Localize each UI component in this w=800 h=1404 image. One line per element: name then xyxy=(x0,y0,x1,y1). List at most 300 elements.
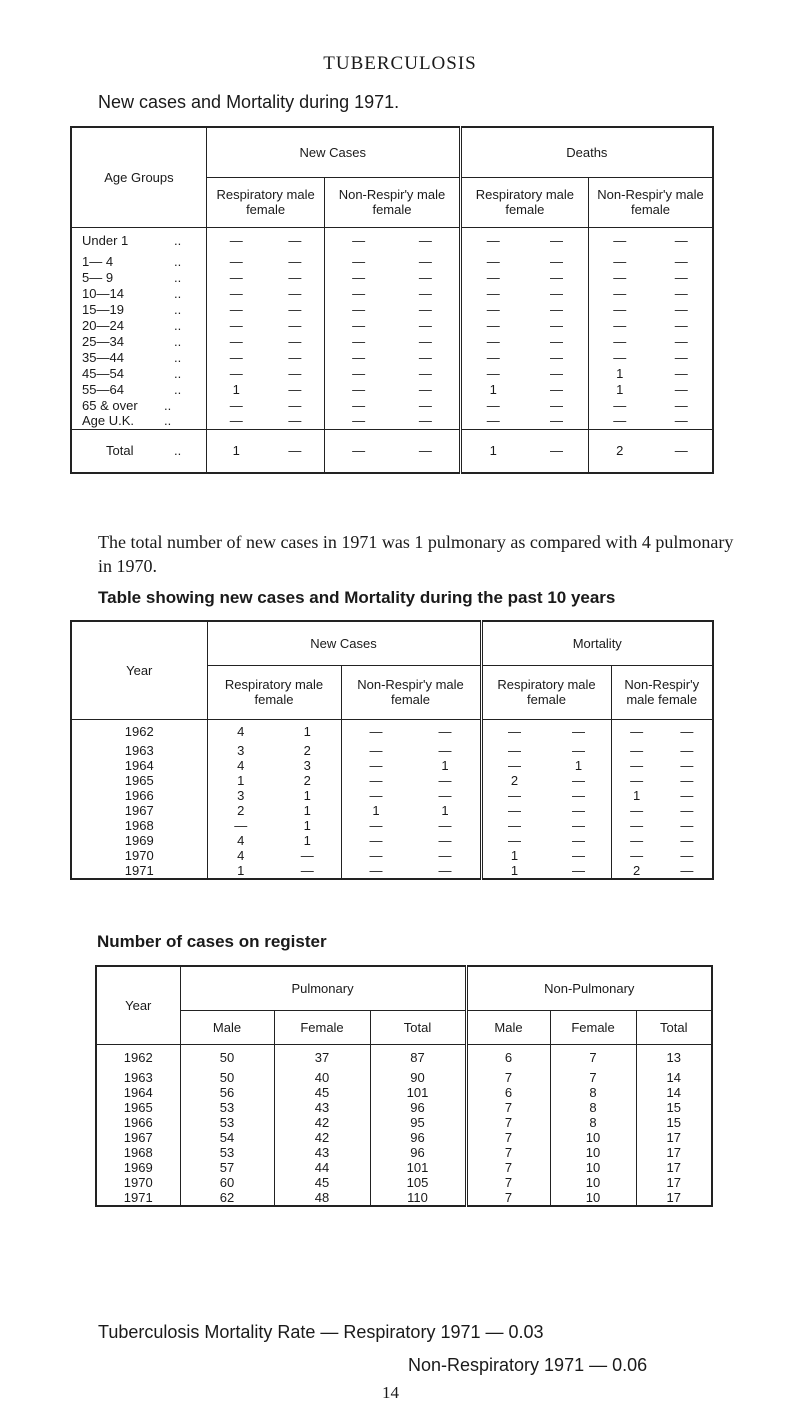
cell-value: — xyxy=(549,333,563,349)
cell-value: 1 xyxy=(441,803,449,818)
value-pair xyxy=(460,365,588,381)
cell-value: 1 xyxy=(510,863,519,878)
cell-value: — xyxy=(234,818,248,833)
year-cell: 1969 xyxy=(123,1160,153,1175)
cell-value: 1 xyxy=(237,773,245,788)
age-label: 25—34 xyxy=(82,333,124,349)
table-row xyxy=(71,833,713,848)
cell-value: — xyxy=(369,818,383,833)
value-pair xyxy=(460,253,588,269)
value-pair xyxy=(460,269,588,285)
cell-value: — xyxy=(508,758,521,773)
cell-value: — xyxy=(418,253,432,269)
cell-value: — xyxy=(680,848,694,863)
cell-value: — xyxy=(613,269,627,285)
value-pair xyxy=(589,227,713,253)
year-header: Year xyxy=(96,966,180,1044)
rate-label: Tuberculosis Mortality Rate — Respiratory 1971 — xyxy=(98,1322,504,1342)
value-pair xyxy=(207,803,341,818)
year-cell: 1964 xyxy=(123,1085,153,1100)
cell-value: — xyxy=(369,788,383,803)
cell-value: — xyxy=(508,803,521,818)
cell-value: 1 xyxy=(633,788,641,803)
cell-value: — xyxy=(549,232,563,248)
value-pair xyxy=(341,719,481,743)
deaths-header: Deaths xyxy=(460,127,713,177)
value-pair xyxy=(325,253,460,269)
value-pair xyxy=(460,227,588,253)
cell-value: 53 xyxy=(180,1115,274,1130)
dot-leader: .. xyxy=(164,413,172,429)
cell-value: — xyxy=(508,743,521,758)
ten-year-heading: Table showing new cases and Mortality during the past 10 years xyxy=(98,588,616,607)
cell-value: — xyxy=(680,723,694,739)
table-row xyxy=(71,863,713,879)
value-pair xyxy=(325,317,460,333)
value-pair xyxy=(325,365,460,381)
sub-header: Total xyxy=(370,1010,466,1044)
value-pair xyxy=(325,285,460,301)
table-row xyxy=(71,349,713,365)
value-pair xyxy=(206,317,324,333)
cell-value: — xyxy=(613,253,627,269)
sub-header: Non-Respir'y male female xyxy=(611,665,713,719)
cell-value: — xyxy=(352,349,366,365)
age-group-cell xyxy=(71,285,206,301)
year-cell: 1968 xyxy=(124,818,154,833)
cell-value: 2 xyxy=(303,743,311,758)
table-row xyxy=(71,269,713,285)
cell-value: — xyxy=(613,413,627,429)
cell-value: — xyxy=(630,848,644,863)
page-title: TUBERCULOSIS xyxy=(323,53,477,74)
cell-value: — xyxy=(288,253,302,269)
cell-value: — xyxy=(549,317,563,333)
value-pair xyxy=(325,301,460,317)
cell-value: 17 xyxy=(636,1130,712,1145)
cell-value: — xyxy=(418,443,432,459)
value-pair xyxy=(341,788,481,803)
sub-header: Male xyxy=(466,1010,550,1044)
cell-value: 3 xyxy=(237,788,245,803)
cell-value: — xyxy=(680,863,694,878)
value-pair xyxy=(460,301,588,317)
cell-value: — xyxy=(486,349,500,365)
dot-leader: .. xyxy=(174,317,182,333)
cell-value: — xyxy=(613,397,627,413)
age-label: 5— 9 xyxy=(82,269,114,285)
cell-value: — xyxy=(229,253,243,269)
year-cell: 1969 xyxy=(124,833,154,848)
value-pair xyxy=(460,429,588,473)
value-pair xyxy=(207,788,341,803)
cell-value: 14 xyxy=(636,1070,712,1085)
table-row xyxy=(71,227,713,253)
cell-value: 7 xyxy=(466,1115,550,1130)
cell-value: 105 xyxy=(370,1175,466,1190)
cell-value: 1 xyxy=(303,803,311,818)
cell-value: — xyxy=(229,301,243,317)
cell-value: — xyxy=(508,818,521,833)
cell-value: 10 xyxy=(550,1175,636,1190)
table-row xyxy=(71,285,713,301)
value-pair xyxy=(589,269,713,285)
table-row xyxy=(96,1044,712,1070)
cell-value: 7 xyxy=(550,1070,636,1085)
cell-value: — xyxy=(549,269,563,285)
year-cell: 1962 xyxy=(123,1049,153,1065)
cell-value: — xyxy=(352,397,366,413)
cell-value: — xyxy=(486,253,500,269)
cell-value: 10 xyxy=(550,1160,636,1175)
cell-value: — xyxy=(486,333,500,349)
cell-value: — xyxy=(572,743,585,758)
new-cases-header: New Cases xyxy=(207,621,481,665)
cell-value: 1 xyxy=(616,365,624,381)
cell-value: — xyxy=(288,443,302,459)
cell-value: — xyxy=(674,285,688,301)
cell-value: — xyxy=(630,803,644,818)
value-pair xyxy=(611,719,713,743)
value-pair xyxy=(207,818,341,833)
cell-value: — xyxy=(229,232,243,248)
cell-value: — xyxy=(680,803,694,818)
cell-value: — xyxy=(572,848,585,863)
cell-value: — xyxy=(674,443,688,459)
value-pair xyxy=(341,818,481,833)
age-group-cell xyxy=(71,397,206,413)
year-cell: 1970 xyxy=(124,848,154,863)
cell-value: — xyxy=(486,285,500,301)
age-label: 10—14 xyxy=(82,285,124,301)
table-row xyxy=(71,758,713,773)
cell-value: 48 xyxy=(274,1190,370,1206)
cell-value: 44 xyxy=(274,1160,370,1175)
cell-value: — xyxy=(486,269,500,285)
cell-value: 62 xyxy=(180,1190,274,1206)
value-pair xyxy=(341,803,481,818)
cell-value: 3 xyxy=(303,758,311,773)
cell-value: 1 xyxy=(441,758,449,773)
age-group-cell xyxy=(71,333,206,349)
cell-value: — xyxy=(288,397,302,413)
age-group-cell xyxy=(71,413,206,429)
value-pair xyxy=(325,397,460,413)
value-pair xyxy=(481,848,611,863)
value-pair xyxy=(589,301,713,317)
cell-value: 7 xyxy=(466,1190,550,1206)
sub-header: Female xyxy=(274,1010,370,1044)
dot-leader: .. xyxy=(174,232,182,248)
cell-value: — xyxy=(630,773,644,788)
value-pair xyxy=(611,818,713,833)
cell-value: 2 xyxy=(303,773,311,788)
age-group-cell xyxy=(71,301,206,317)
cell-value: 1 xyxy=(510,848,519,863)
age-label: 35—44 xyxy=(82,349,124,365)
dot-leader: .. xyxy=(174,381,182,397)
cell-value: — xyxy=(418,397,432,413)
cell-value: — xyxy=(288,269,302,285)
value-pair xyxy=(206,365,324,381)
cell-value: — xyxy=(674,232,688,248)
cell-value: 45 xyxy=(274,1175,370,1190)
cell-value: 1 xyxy=(574,758,583,773)
cell-value: 42 xyxy=(274,1115,370,1130)
cell-value: 7 xyxy=(466,1145,550,1160)
cell-value: 96 xyxy=(370,1100,466,1115)
mortality-header: Mortality xyxy=(481,621,713,665)
table-row xyxy=(71,719,713,743)
cell-value: — xyxy=(549,349,563,365)
cell-value: — xyxy=(288,285,302,301)
cell-value: — xyxy=(418,317,432,333)
cell-value: — xyxy=(300,863,314,878)
cell-value: — xyxy=(486,365,500,381)
total-row xyxy=(71,429,713,473)
cell-value: 1 xyxy=(237,863,245,878)
cell-value: 7 xyxy=(550,1044,636,1070)
value-pair xyxy=(325,333,460,349)
cell-value: 10 xyxy=(550,1145,636,1160)
cell-value: 17 xyxy=(636,1145,712,1160)
dot-leader: .. xyxy=(174,301,182,317)
cell-value: — xyxy=(352,285,366,301)
value-pair xyxy=(611,743,713,758)
value-pair xyxy=(481,719,611,743)
cell-value: — xyxy=(508,723,521,739)
cell-value: 8 xyxy=(550,1100,636,1115)
dot-leader: .. xyxy=(174,285,182,301)
value-pair xyxy=(207,833,341,848)
cell-value: — xyxy=(674,253,688,269)
cell-value: 56 xyxy=(180,1085,274,1100)
cell-value: — xyxy=(229,269,243,285)
table-row xyxy=(71,317,713,333)
cell-value: 43 xyxy=(274,1145,370,1160)
year-cell: 1963 xyxy=(124,743,154,758)
value-pair xyxy=(481,743,611,758)
cell-value: — xyxy=(369,863,383,878)
cell-value: 7 xyxy=(466,1070,550,1085)
value-pair xyxy=(341,743,481,758)
cell-value: — xyxy=(549,397,563,413)
value-pair xyxy=(481,833,611,848)
cell-value: — xyxy=(549,253,563,269)
cell-value: 37 xyxy=(274,1044,370,1070)
value-pair xyxy=(341,773,481,788)
table-row xyxy=(71,253,713,269)
cell-value: — xyxy=(674,397,688,413)
value-pair xyxy=(589,285,713,301)
cell-value: — xyxy=(674,381,688,397)
cell-value: — xyxy=(229,397,243,413)
value-pair xyxy=(589,381,713,397)
value-pair xyxy=(481,803,611,818)
cell-value: — xyxy=(486,317,500,333)
value-pair xyxy=(206,301,324,317)
sub-header: Non-Respir'y male female xyxy=(589,177,713,227)
cell-value: — xyxy=(352,301,366,317)
value-pair xyxy=(589,317,713,333)
age-group-cell xyxy=(71,349,206,365)
cell-value: 57 xyxy=(180,1160,274,1175)
cell-value: 1 xyxy=(303,818,311,833)
cell-value: — xyxy=(418,269,432,285)
year-cell: 1968 xyxy=(123,1145,153,1160)
cell-value: 8 xyxy=(550,1115,636,1130)
table-row xyxy=(71,803,713,818)
cell-value: — xyxy=(572,723,585,739)
age-group-cell xyxy=(71,253,206,269)
value-pair xyxy=(611,863,713,879)
register-heading: Number of cases on register xyxy=(97,932,327,951)
cell-value: — xyxy=(549,413,563,429)
cell-value: — xyxy=(229,285,243,301)
value-pair xyxy=(325,269,460,285)
year-cell: 1967 xyxy=(123,1130,153,1145)
cell-value: — xyxy=(288,317,302,333)
cell-value: 10 xyxy=(550,1130,636,1145)
year-header: Year xyxy=(71,621,207,719)
cell-value: 1 xyxy=(232,443,240,459)
cell-value: — xyxy=(369,833,383,848)
age-group-cell xyxy=(71,227,206,253)
value-pair xyxy=(481,788,611,803)
value-pair xyxy=(325,227,460,253)
value-pair xyxy=(460,349,588,365)
cell-value: 42 xyxy=(274,1130,370,1145)
cell-value: 7 xyxy=(466,1130,550,1145)
cell-value: — xyxy=(680,743,694,758)
rate-label: Non-Respiratory 1971 — xyxy=(408,1355,608,1375)
table-row xyxy=(71,773,713,788)
cell-value: 13 xyxy=(636,1044,712,1070)
cell-value: — xyxy=(486,232,500,248)
cell-value: — xyxy=(674,301,688,317)
non-pulmonary-header: Non-Pulmonary xyxy=(466,966,712,1010)
age-label: Under 1 xyxy=(82,232,129,248)
value-pair xyxy=(207,773,341,788)
dot-leader: .. xyxy=(174,443,182,459)
age-label: 45—54 xyxy=(82,365,124,381)
cell-value: — xyxy=(549,443,563,459)
cell-value: 6 xyxy=(466,1085,550,1100)
value-pair xyxy=(206,381,324,397)
value-pair xyxy=(460,285,588,301)
value-pair xyxy=(206,285,324,301)
value-pair xyxy=(460,381,588,397)
cell-value: — xyxy=(352,232,366,248)
cell-value: — xyxy=(418,413,432,429)
value-pair xyxy=(206,429,324,473)
value-pair xyxy=(611,788,713,803)
cell-value: — xyxy=(630,758,644,773)
year-cell: 1966 xyxy=(124,788,154,803)
value-pair xyxy=(589,429,713,473)
cell-value: — xyxy=(288,365,302,381)
cell-value: — xyxy=(572,803,585,818)
age-label: Age U.K. xyxy=(82,413,135,429)
value-pair xyxy=(341,863,481,879)
cell-value: 87 xyxy=(370,1044,466,1070)
value-pair xyxy=(589,349,713,365)
sub-header: Respiratory male female xyxy=(481,665,611,719)
cell-value: — xyxy=(418,333,432,349)
cell-value: 4 xyxy=(237,848,245,863)
cell-value: — xyxy=(288,413,302,429)
sub-header: Non-Respir'y male female xyxy=(341,665,481,719)
cell-value: — xyxy=(352,333,366,349)
cell-value: — xyxy=(549,381,563,397)
cell-value: — xyxy=(549,285,563,301)
value-pair xyxy=(341,833,481,848)
cell-value: 17 xyxy=(636,1160,712,1175)
cell-value: — xyxy=(613,301,627,317)
dot-leader: .. xyxy=(174,269,182,285)
cell-value: — xyxy=(369,758,383,773)
value-pair xyxy=(207,719,341,743)
value-pair xyxy=(460,413,588,429)
table-row xyxy=(96,1100,712,1115)
cell-value: 10 xyxy=(550,1190,636,1206)
dot-leader: .. xyxy=(164,397,172,413)
year-cell: 1971 xyxy=(123,1190,153,1205)
cell-value: 1 xyxy=(303,788,311,803)
value-pair xyxy=(207,863,341,879)
value-pair xyxy=(481,758,611,773)
cell-value: — xyxy=(572,833,585,848)
value-pair xyxy=(481,863,611,879)
cell-value: — xyxy=(418,301,432,317)
table-row xyxy=(71,788,713,803)
cell-value: — xyxy=(486,301,500,317)
cell-value: — xyxy=(630,818,644,833)
cell-value: 90 xyxy=(370,1070,466,1085)
dot-leader: .. xyxy=(174,253,182,269)
cell-value: — xyxy=(486,413,500,429)
table-row xyxy=(96,1085,712,1100)
cell-value: 8 xyxy=(550,1085,636,1100)
cell-value: — xyxy=(674,333,688,349)
value-pair xyxy=(611,848,713,863)
summary-paragraph: The total number of new cases in 1971 was 1 pulmonary as compared with 4 pulmonary in 1970. xyxy=(98,532,734,576)
cell-value: — xyxy=(572,773,585,788)
ten-year-table xyxy=(70,620,714,880)
table-row xyxy=(71,301,713,317)
cell-value: 4 xyxy=(237,758,245,773)
cell-value: 7 xyxy=(466,1175,550,1190)
cell-value: — xyxy=(352,413,366,429)
cell-value: — xyxy=(352,269,366,285)
cell-value: 1 xyxy=(303,833,311,848)
cell-value: 7 xyxy=(466,1160,550,1175)
cell-value: 6 xyxy=(466,1044,550,1070)
cell-value: — xyxy=(613,232,627,248)
cell-value: 53 xyxy=(180,1145,274,1160)
total-label-cell xyxy=(71,429,206,473)
cell-value: — xyxy=(613,333,627,349)
cell-value: 15 xyxy=(636,1100,712,1115)
dot-leader: .. xyxy=(174,365,182,381)
cell-value: 60 xyxy=(180,1175,274,1190)
cell-value: — xyxy=(352,253,366,269)
cell-value: 17 xyxy=(636,1190,712,1206)
cell-value: — xyxy=(369,848,383,863)
cell-value: — xyxy=(674,349,688,365)
cell-value: — xyxy=(288,232,302,248)
age-group-cell xyxy=(71,365,206,381)
